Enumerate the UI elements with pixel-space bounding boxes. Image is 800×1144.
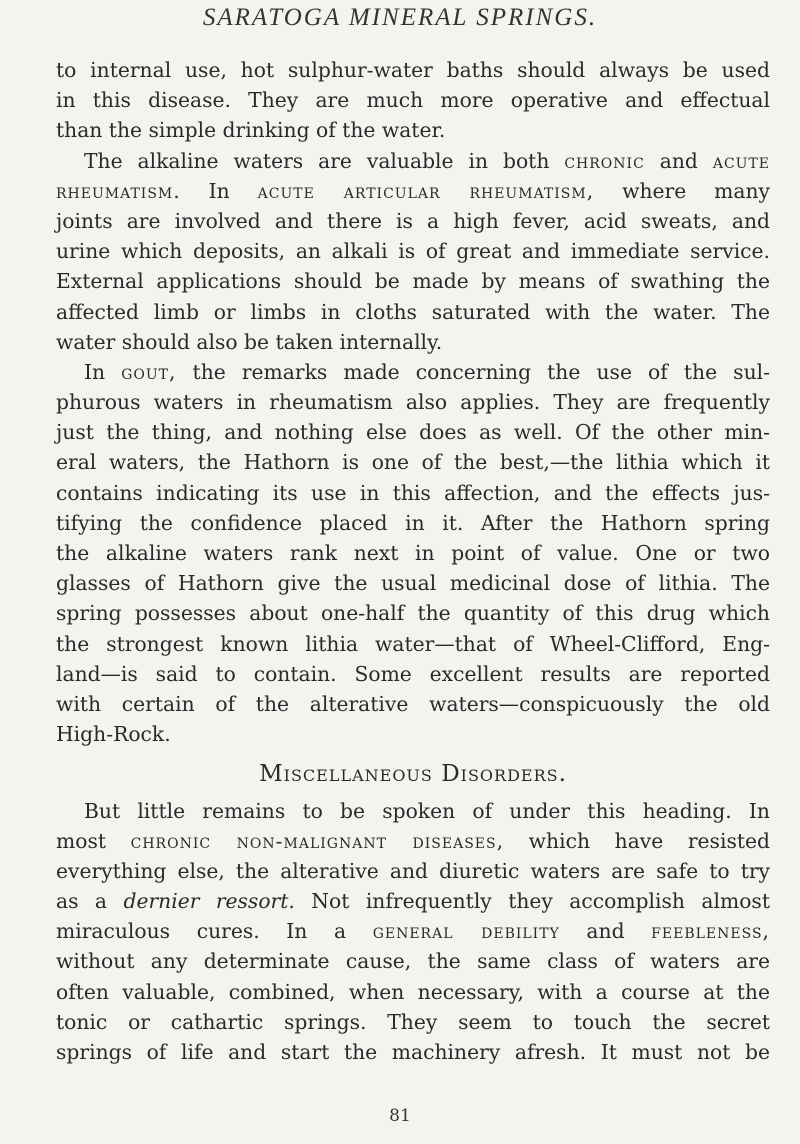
text-line: But little remains to be spoken of under this heading. In — [84, 798, 770, 823]
small-caps-term: general debility — [372, 919, 560, 944]
small-caps-term: gout, — [121, 359, 177, 384]
text-line — [56, 826, 770, 856]
text-run: where many — [594, 178, 771, 203]
text-line — [56, 176, 770, 206]
small-caps-term: chronic — [564, 148, 645, 173]
text-line: to internal use, hot sulphur-water baths should always be used — [56, 58, 770, 82]
text-line: High-Rock. — [56, 722, 171, 747]
text-line: with certain of the alterative waters—conspicuously the old — [56, 691, 770, 716]
text-run: In — [180, 178, 258, 203]
text-run: the remarks made concerning the use of the sul- — [176, 359, 770, 384]
running-head: SARATOGA MINERAL SPRINGS. — [202, 4, 598, 31]
text-line: affected limb or limbs in cloths saturated with the water. The — [56, 299, 770, 324]
italic-phrase: dernier ressort. — [123, 889, 295, 914]
text-line: just the thing, and nothing else does as well. Of the other min- — [56, 420, 770, 445]
text-line: land—is said to contain. Some excellent results are reported — [56, 661, 770, 686]
text-line — [56, 146, 770, 176]
text-line: water should also be taken internally. — [56, 329, 443, 354]
section-heading: Miscellaneous Disorders. — [259, 761, 567, 788]
text-line: springs of life and start the machinery afresh. It must not be — [56, 1040, 770, 1064]
text-run: Not infrequently they accomplish almost — [294, 889, 770, 914]
text-line: everything else, the alterative and diuretic waters are safe to try — [56, 858, 770, 883]
text-line — [56, 886, 770, 916]
text-line: spring possesses about one-half the quantity of this drug which — [56, 601, 770, 626]
text-line: the alkaline waters rank next in point of value. One or two — [56, 541, 770, 565]
small-caps-term: acute articular rheumatism, — [257, 178, 595, 203]
text-line: tonic or cathartic springs. They seem to touch the secret — [56, 1009, 770, 1034]
text-run: which have resisted — [504, 828, 770, 853]
text-line: phurous waters in rheumatism also applies. They are frequently — [56, 390, 770, 415]
text-line: glasses of Hathorn give the usual medicinal dose of lithia. The — [56, 571, 770, 596]
text-line — [56, 357, 770, 387]
text-line: urine which deposits, an alkali is of great and immediate service. — [56, 239, 770, 264]
text-run: In — [84, 359, 122, 384]
text-line: than the simple drinking of the water. — [56, 118, 446, 143]
text-run: The alkaline waters are valuable in both — [84, 148, 565, 173]
text-line: without any determinate cause, the same class of waters are — [56, 949, 770, 974]
text-run: as a — [56, 889, 124, 914]
text-run: and — [559, 919, 652, 944]
text-line: joints are involved and there is a high fever, acid sweats, and — [56, 208, 770, 233]
small-caps-term: feebleness, — [651, 919, 770, 944]
small-caps-term: rheumatism. — [56, 178, 181, 203]
text-line: External applications should be made by means of swathing the — [56, 269, 770, 294]
text-line: often valuable, combined, when necessary, with a course at the — [56, 979, 770, 1004]
page-number: 81 — [389, 1106, 411, 1126]
text-run: miraculous cures. In a — [56, 919, 373, 944]
text-line: the strongest known lithia water—that of Wheel-Clifford, Eng- — [56, 631, 770, 656]
small-caps-term: acute — [712, 148, 771, 173]
text-line: contains indicating its use in this affection, and the effects jus- — [56, 480, 770, 505]
text-line: tifying the confidence placed in it. After the Hathorn spring — [56, 510, 770, 535]
text-line — [56, 916, 770, 946]
body-text — [56, 55, 770, 1067]
text-run: most — [56, 828, 131, 853]
text-run: and — [644, 148, 713, 173]
text-line: in this disease. They are much more operative and effectual — [56, 88, 770, 113]
small-caps-term: chronic non-malignant diseases, — [130, 828, 505, 853]
text-line: eral waters, the Hathorn is one of the best,—the lithia which it — [56, 450, 770, 475]
